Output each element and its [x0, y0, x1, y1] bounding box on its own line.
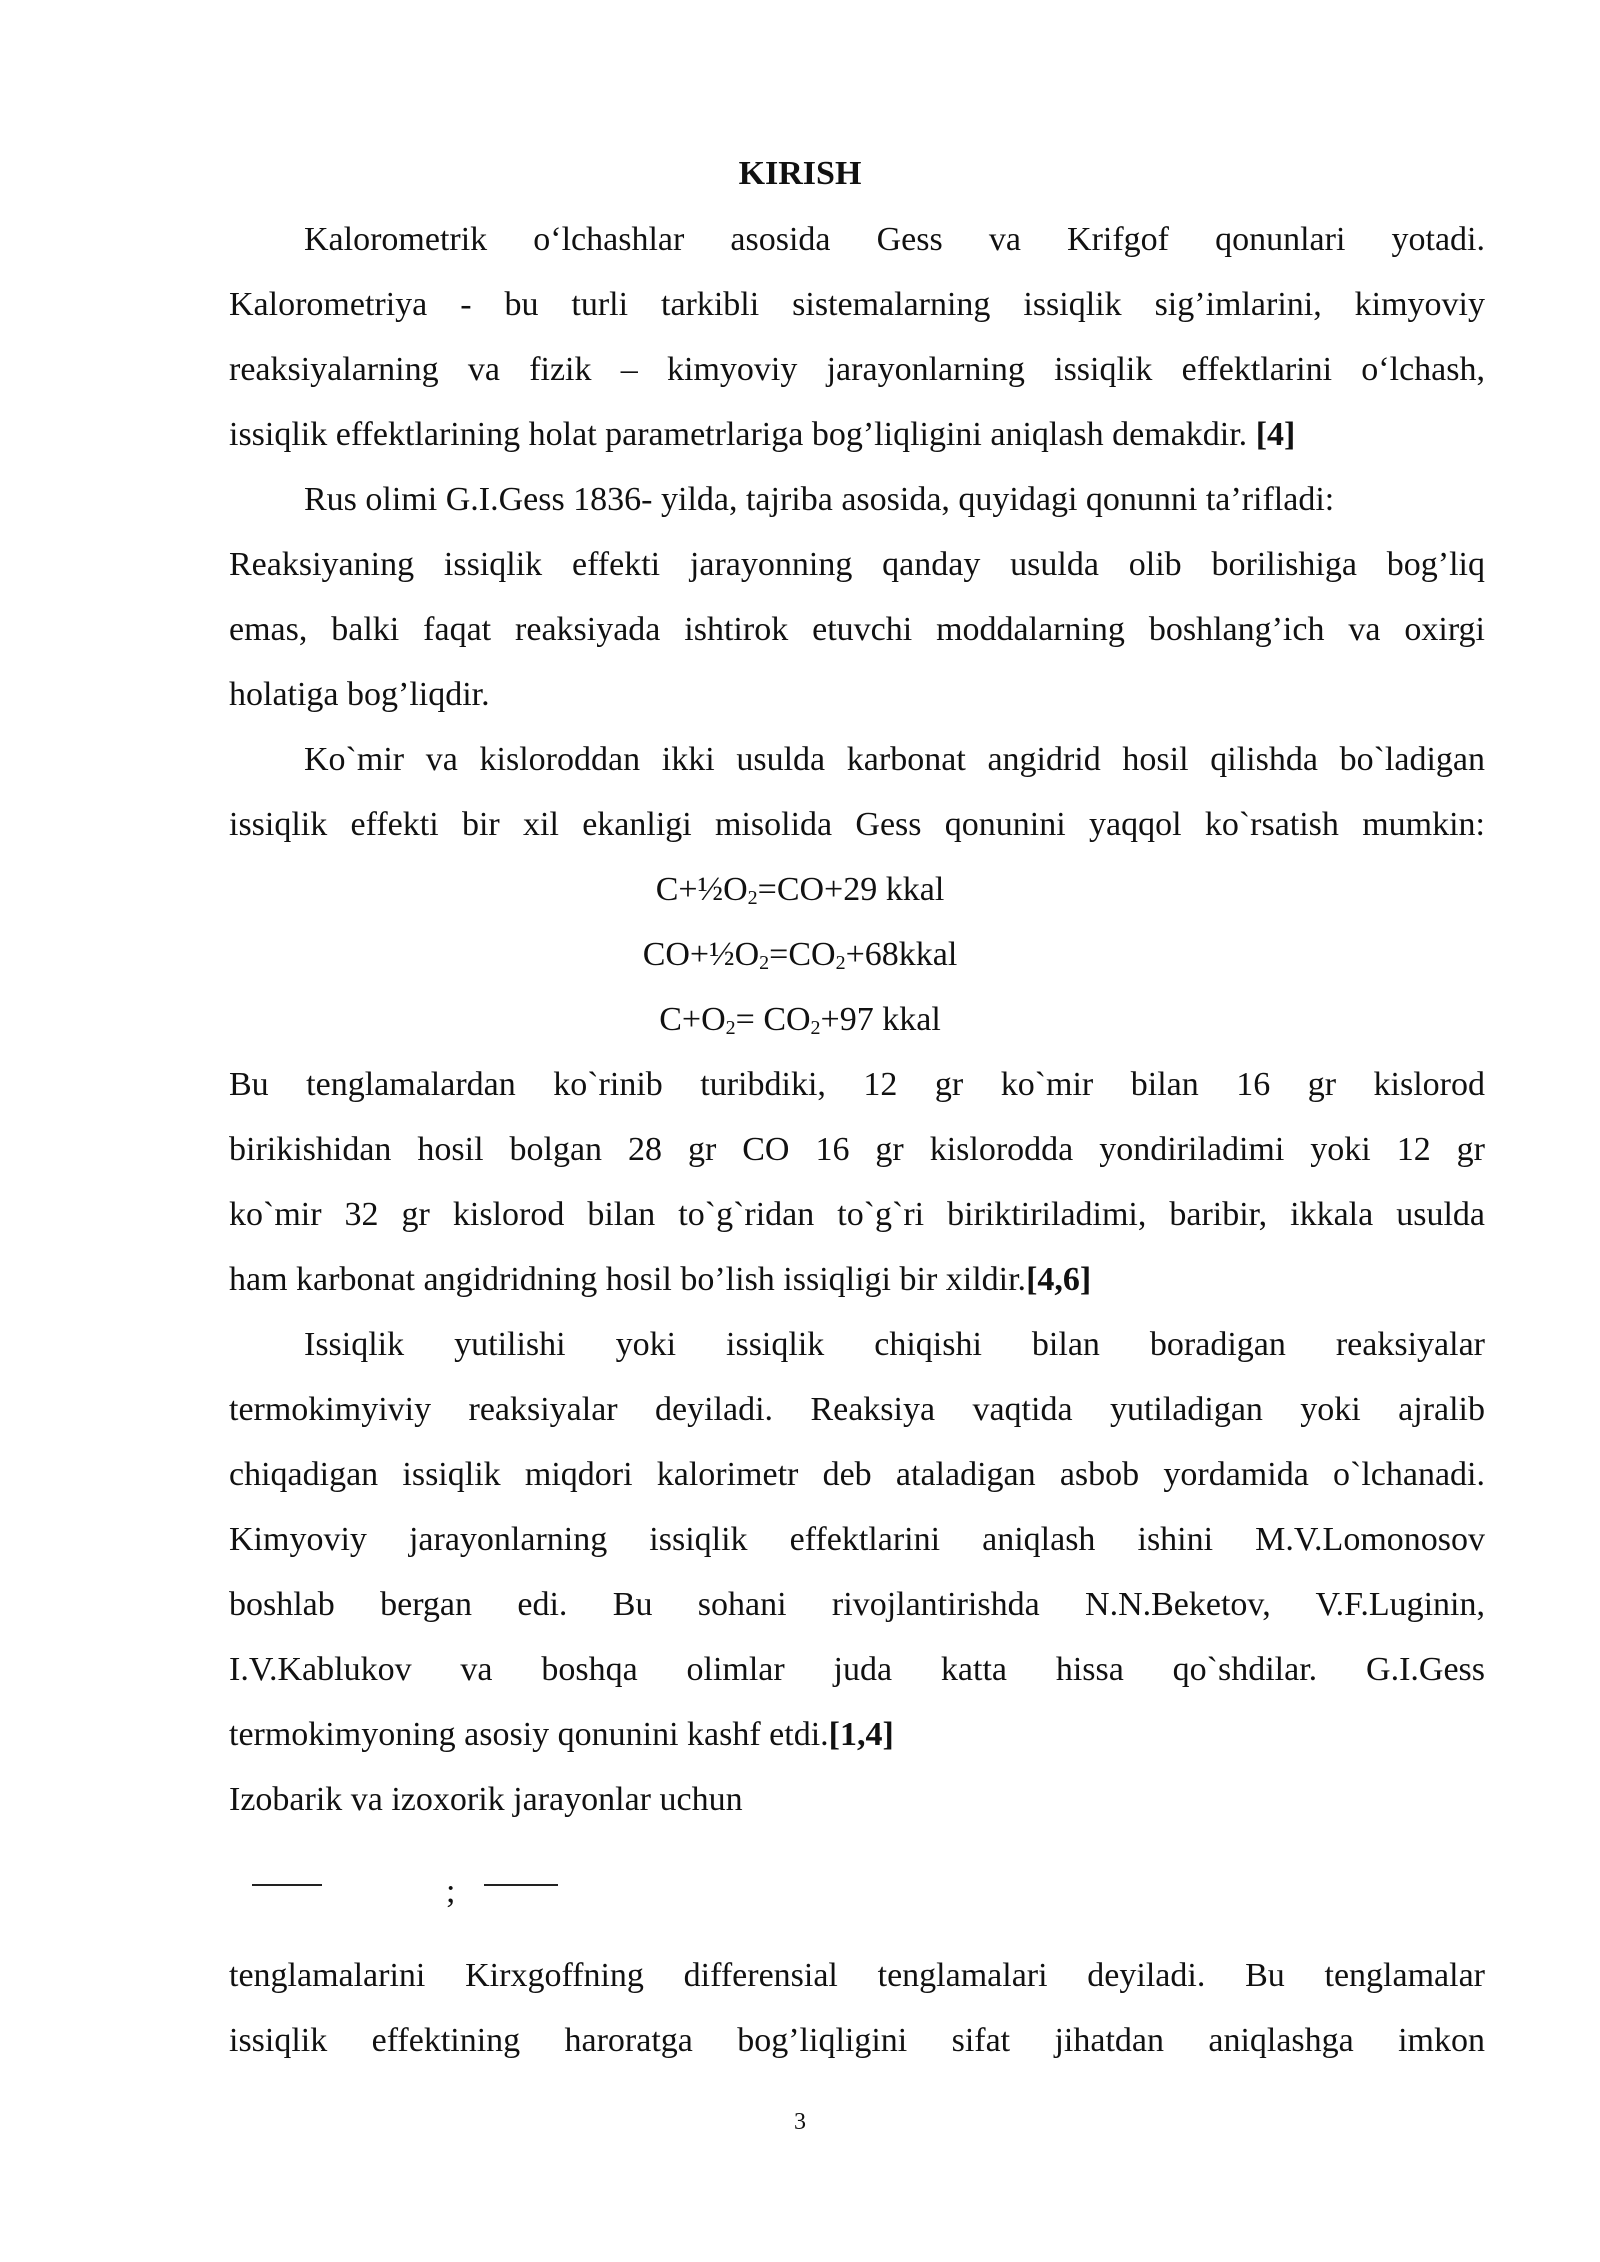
- citation-ref: [1,4]: [828, 1716, 894, 1753]
- formula-separator: ;: [446, 1873, 456, 1910]
- equation-part: CO+½O: [642, 936, 760, 973]
- subscript: 2: [835, 952, 846, 974]
- fraction-bar: [484, 1884, 558, 1886]
- paragraph-line: [229, 1713, 1485, 1757]
- paragraph-text: issiqlik effektlarining holat parametrlariga bog’liqligini aniqlash demakdir.: [229, 416, 1248, 453]
- equation-part: +97 kkal: [820, 1001, 941, 1038]
- paragraph-line: Bu tenglamalardan ko`rinib turibdiki, 12 gr ko`mir bilan 16 gr kislorod: [229, 1066, 1485, 1103]
- citation-ref: [4,6]: [1026, 1261, 1092, 1298]
- subscript: 2: [759, 952, 770, 974]
- paragraph-line: Kalorometrik o‘lchashlar asosida Gess va Krifgof qonunlari yotadi.: [304, 221, 1485, 258]
- paragraph-line: reaksiyalarning va fizik – kimyoviy jarayonlarning issiqlik effektlarini o‘lchash,: [229, 351, 1485, 388]
- subscript: 2: [725, 1017, 736, 1039]
- paragraph-line: holatiga bog’liqdir.: [229, 676, 490, 713]
- paragraph-line: boshlab bergan edi. Bu sohani rivojlantirishda N.N.Beketov, V.F.Luginin,: [229, 1586, 1485, 1623]
- paragraph-line: chiqadigan issiqlik miqdori kalorimetr deb ataladigan asbob yordamida o`lchanadi.: [229, 1456, 1485, 1493]
- paragraph-line: [229, 413, 1485, 457]
- citation-ref: [4]: [1255, 416, 1296, 453]
- equation-part: = CO: [735, 1001, 811, 1038]
- fraction-bar: [252, 1884, 322, 1886]
- equation-3: [0, 998, 1600, 1042]
- paragraph-line: Kimyoviy jarayonlarning issiqlik effektlarini aniqlash ishini M.V.Lomonosov: [229, 1521, 1485, 1558]
- paragraph-line: [229, 1258, 1485, 1302]
- equation-part: =CO+29 kkal: [757, 871, 945, 908]
- paragraph-line: Ko`mir va kisloroddan ikki usulda karbonat angidrid hosil qilishda bo`ladigan: [304, 741, 1485, 778]
- equation-part: =CO: [769, 936, 836, 973]
- paragraph-line: Izobarik va izoxorik jarayonlar uchun: [229, 1781, 743, 1818]
- equation-part: +68kkal: [845, 936, 958, 973]
- page-number: 3: [794, 2109, 806, 2135]
- equation-2: [0, 933, 1600, 977]
- paragraph-line: Reaksiyaning issiqlik effekti jarayonning qanday usulda olib borilishiga bog’liq: [229, 546, 1485, 583]
- paragraph-line: Kalorometriya - bu turli tarkibli sistemalarning issiqlik sig’imlarini, kimyoviy: [229, 286, 1485, 323]
- paragraph-line: tenglamalarini Kirxgoffning differensial tenglamalari deyiladi. Bu tenglamalar: [229, 1957, 1485, 1994]
- paragraph-line: issiqlik effekti bir xil ekanligi misolida Gess qonunini yaqqol ko`rsatish mumkin:: [229, 806, 1485, 843]
- equation-1: [0, 868, 1600, 912]
- paragraph-line: I.V.Kablukov va boshqa olimlar juda katta hissa qo`shdilar. G.I.Gess: [229, 1651, 1485, 1688]
- paragraph-line: birikishidan hosil bolgan 28 gr CO 16 gr kislorodda yondiriladimi yoki 12 gr: [229, 1131, 1485, 1168]
- equation-part: C+O: [659, 1001, 726, 1038]
- paragraph-line: emas, balki faqat reaksiyada ishtirok etuvchi moddalarning boshlang’ich va oxirgi: [229, 611, 1485, 648]
- paragraph-line: Issiqlik yutilishi yoki issiqlik chiqishi bilan boradigan reaksiyalar: [304, 1326, 1485, 1363]
- paragraph-text: ham karbonat angidridning hosil bo’lish issiqligi bir xildir.: [229, 1261, 1027, 1298]
- section-title: KIRISH: [738, 155, 862, 192]
- subscript: 2: [747, 887, 758, 909]
- paragraph-text: termokimyoning asosiy qonunini kashf etdi.: [229, 1716, 829, 1753]
- equation-part: C+½O: [655, 871, 748, 908]
- paragraph-line: issiqlik effektining haroratga bog’liqligini sifat jihatdan aniqlashga imkon: [229, 2022, 1485, 2059]
- paragraph-line: ko`mir 32 gr kislorod bilan to`g`ridan to`g`ri biriktiriladimi, baribir, ikkala usulda: [229, 1196, 1485, 1233]
- paragraph-line: termokimyiviy reaksiyalar deyiladi. Reaksiya vaqtida yutiladigan yoki ajralib: [229, 1391, 1485, 1428]
- subscript: 2: [810, 1017, 821, 1039]
- paragraph-line: Rus olimi G.I.Gess 1836- yilda, tajriba asosida, quyidagi qonunni ta’rifladi:: [304, 481, 1335, 518]
